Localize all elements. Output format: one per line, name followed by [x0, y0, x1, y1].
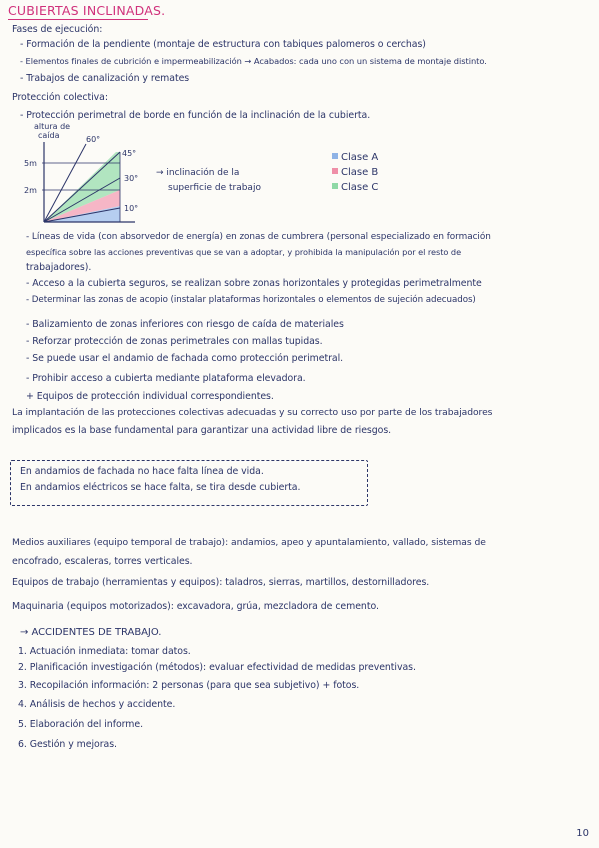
- tick-5m: 5m: [24, 159, 37, 168]
- angle-10: 10°: [124, 204, 139, 213]
- text-line: específica sobre las acciones preventivas que se van a adoptar, y prohibida la manipulación por el resto de: [26, 247, 462, 257]
- note-line: En andamios de fachada no hace falta línea de vida.: [20, 466, 264, 477]
- text-line: - Elementos finales de cubrición e impermeabilización → Acabados: cada uno con un sistema de montaje distinto.: [20, 56, 487, 66]
- list-item: 1. Actuación inmediata: tomar datos.: [18, 646, 191, 657]
- legend-clase-c: [332, 182, 378, 193]
- text-line: - Balizamiento de zonas inferiores con riesgo de caída de materiales: [26, 319, 344, 330]
- legend-label: Clase B: [341, 167, 379, 178]
- legend-swatch: [332, 183, 338, 189]
- legend-clase-b: [332, 167, 378, 178]
- text-line: - Determinar las zonas de acopio (instalar plataformas horizontales o elementos de sujeción adecuados): [26, 295, 476, 305]
- tick-2m: 2m: [24, 186, 37, 195]
- legend-clase-a: [332, 152, 378, 163]
- text-line: - Reforzar protección de zonas perimetrales con mallas tupidas.: [26, 336, 323, 347]
- text-line: - Protección perimetral de borde en función de la inclinación de la cubierta.: [20, 110, 371, 121]
- text-line: - Acceso a la cubierta seguros, se realizan sobre zonas horizontales y protegidas perimetralmente: [26, 278, 482, 289]
- fall-height-diagram: [10, 120, 280, 236]
- arrow-label: superficie de trabajo: [168, 183, 261, 193]
- text-line: - Formación de la pendiente (montaje de estructura con tabiques palomeros o cerchas): [20, 39, 426, 50]
- text-line: - Trabajos de canalización y remates: [20, 73, 190, 84]
- text-line: Medios auxiliares (equipo temporal de trabajo): andamios, apeo y apuntalamiento, vallado, sistemas de: [12, 537, 486, 548]
- page-title: CUBIERTAS INCLINADAS.: [8, 3, 166, 18]
- legend-label: Clase C: [341, 182, 379, 193]
- legend-swatch: [332, 168, 338, 174]
- diagram-ylabel: caída: [38, 131, 60, 140]
- diagram-ylabel: altura de: [34, 122, 71, 131]
- list-item: 5. Elaboración del informe.: [18, 719, 144, 730]
- arrow-label: → inclinación de la: [156, 168, 240, 178]
- legend-swatch: [332, 153, 338, 159]
- list-item: 4. Análisis de hechos y accidente.: [18, 699, 176, 710]
- text-line: - Prohibir acceso a cubierta mediante plataforma elevadora.: [26, 373, 306, 384]
- title-underline: [8, 19, 148, 20]
- text-line: Maquinaria (equipos motorizados): excavadora, grúa, mezcladora de cemento.: [12, 601, 379, 612]
- text-line: - Líneas de vida (con absorvedor de energía) en zonas de cumbrera (personal especializado en formación: [26, 232, 491, 242]
- text-line: Fases de ejecución:: [12, 24, 103, 35]
- text-line: + Equipos de protección individual correspondientes.: [26, 391, 274, 402]
- note-line: En andamios eléctricos se hace falta, se tira desde cubierta.: [20, 482, 301, 493]
- text-line: Protección colectiva:: [12, 92, 108, 103]
- angle-30: 30°: [124, 174, 139, 183]
- legend-label: Clase A: [341, 152, 379, 163]
- text-line: - Se puede usar el andamio de fachada como protección perimetral.: [26, 353, 344, 364]
- text-line: Equipos de trabajo (herramientas y equipos): taladros, sierras, martillos, destornilladores.: [12, 577, 430, 588]
- page-number: 10: [576, 828, 589, 839]
- text-line: La implantación de las protecciones colectivas adecuadas y su correcto uso por parte de los trabajadores: [12, 407, 493, 418]
- list-item: 2. Planificación investigación (métodos): evaluar efectividad de medidas preventivas.: [18, 662, 416, 673]
- angle-60: 60°: [86, 135, 101, 144]
- list-item: 3. Recopilación información: 2 personas (para que sea subjetivo) + fotos.: [18, 680, 360, 691]
- text-line: encofrado, escaleras, torres verticales.: [12, 556, 193, 567]
- angle-45: 45°: [122, 149, 137, 158]
- list-item: 6. Gestión y mejoras.: [18, 739, 117, 750]
- section-heading: → ACCIDENTES DE TRABAJO.: [20, 627, 162, 638]
- text-line: implicados es la base fundamental para garantizar una actividad libre de riesgos.: [12, 425, 392, 436]
- text-line: trabajadores).: [26, 262, 92, 273]
